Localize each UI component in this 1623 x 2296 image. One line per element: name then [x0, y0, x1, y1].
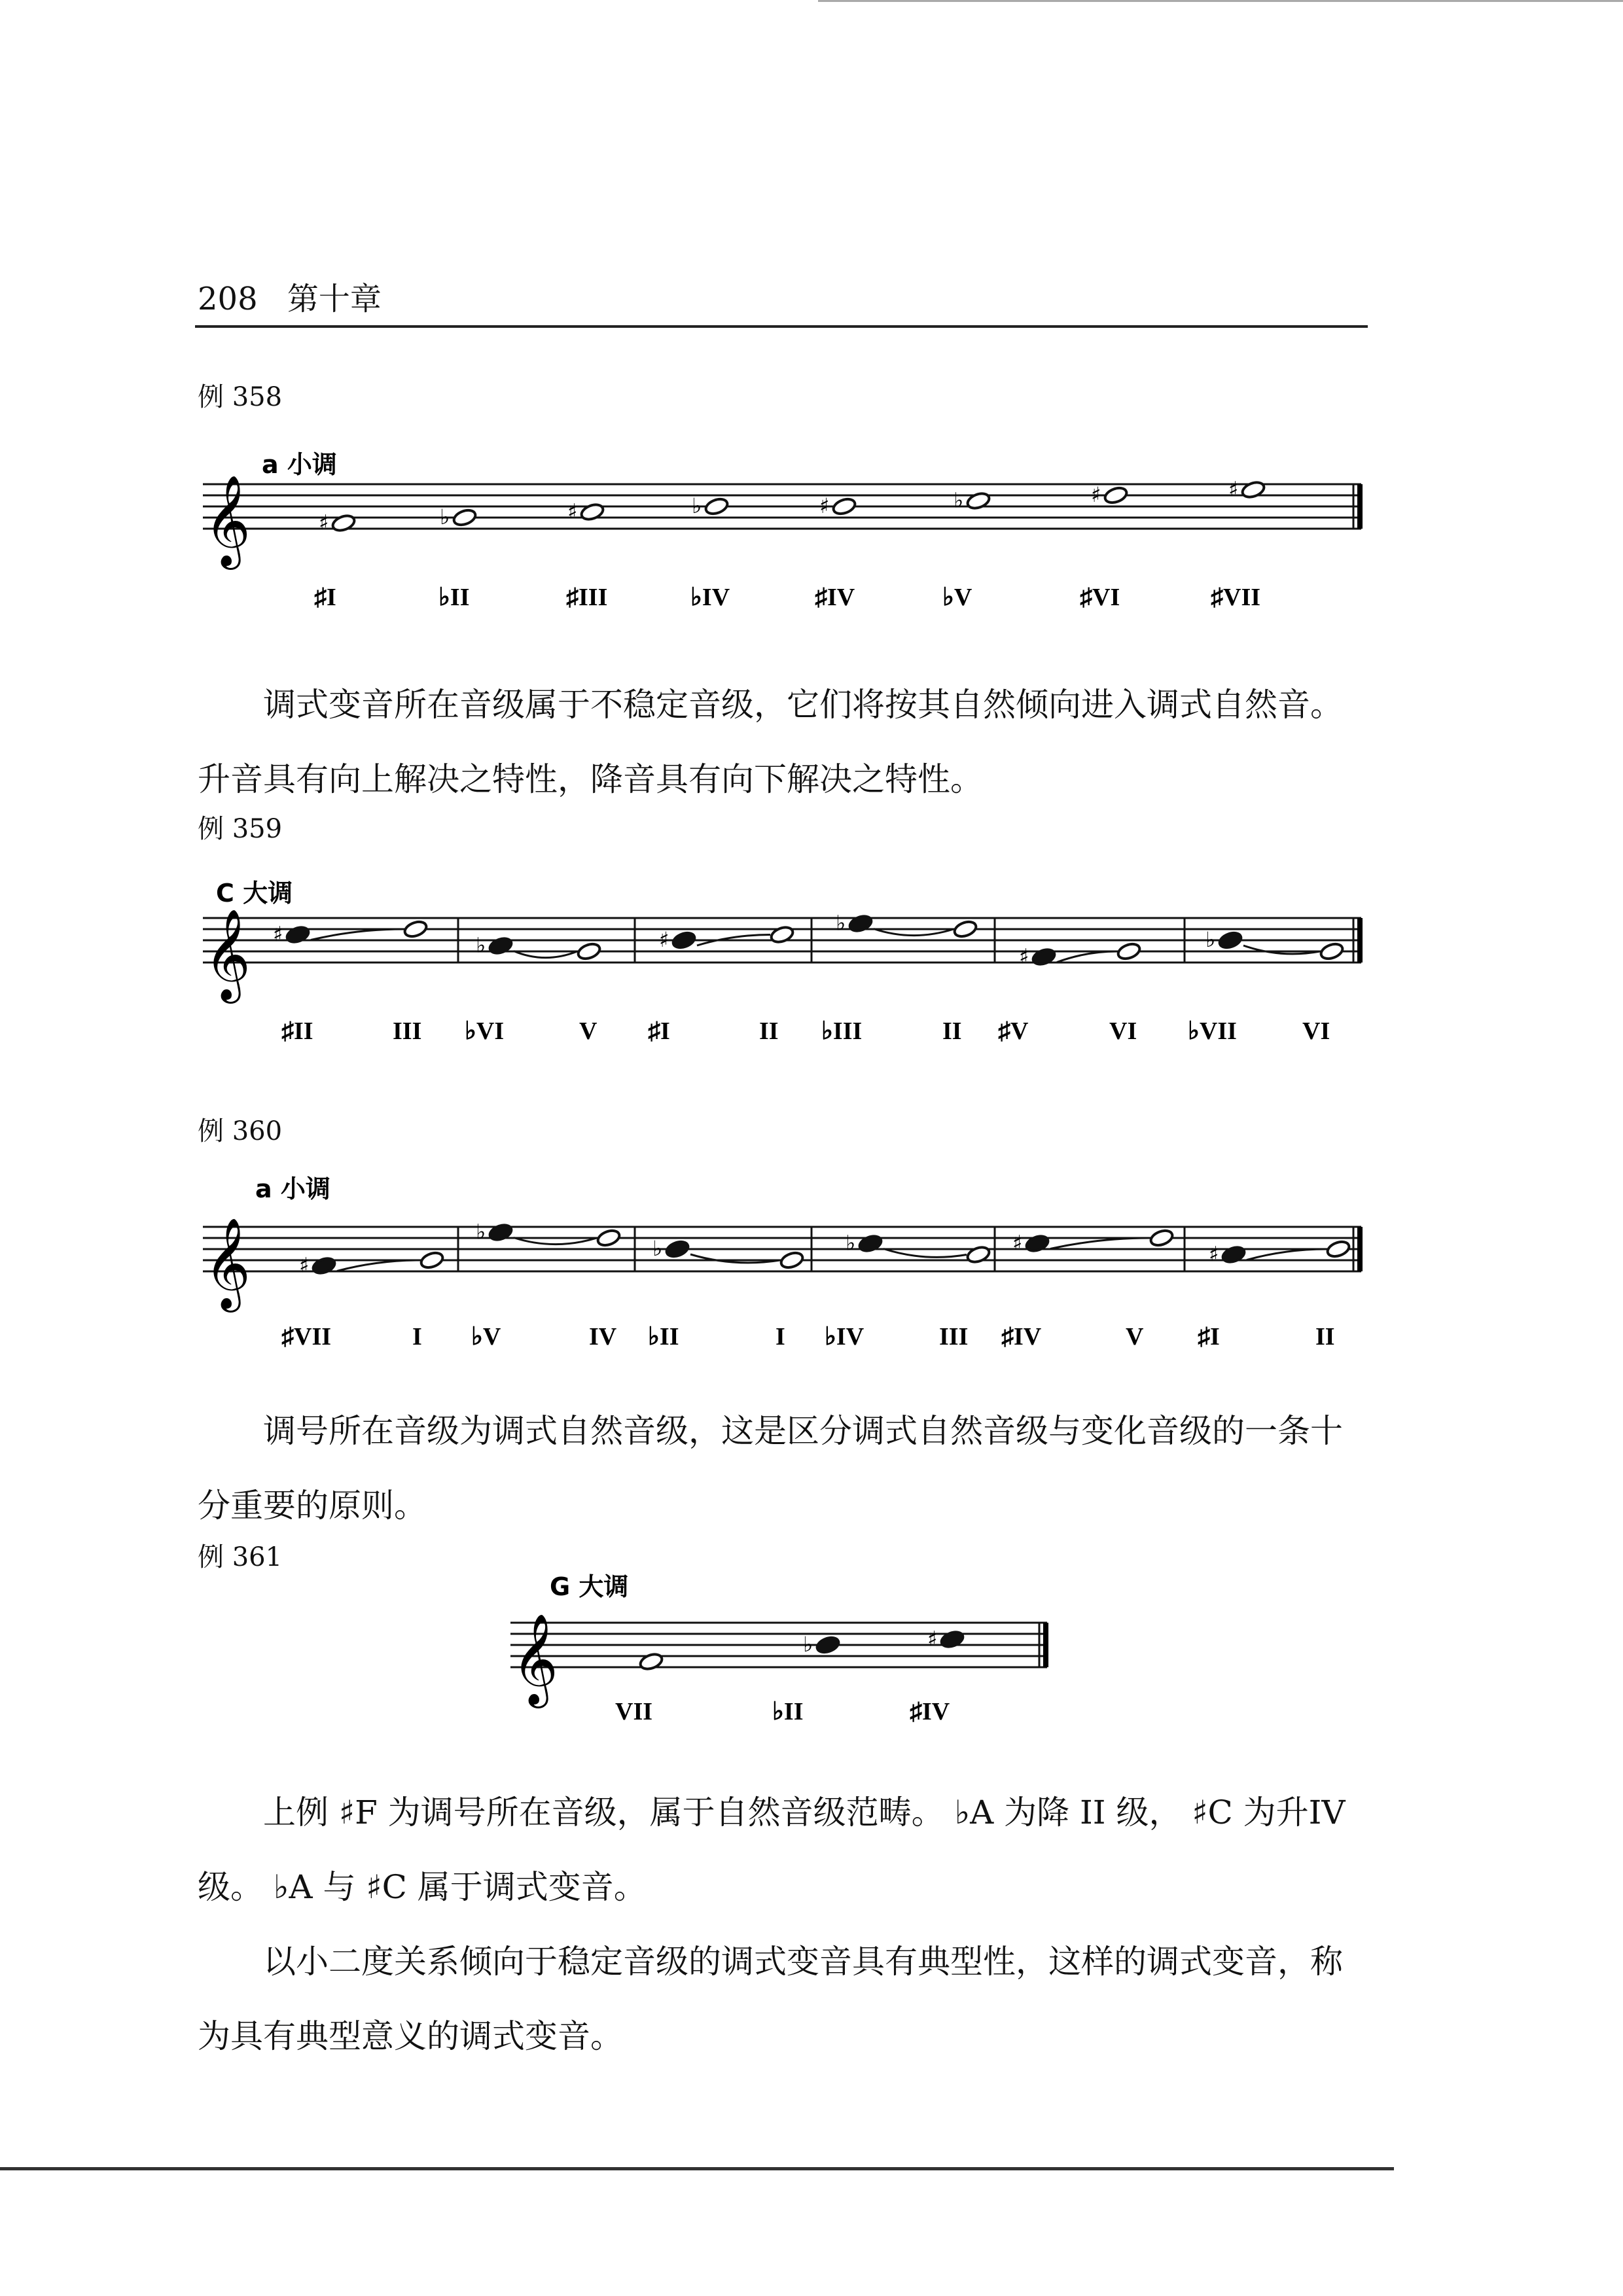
quarter-notehead: [285, 925, 311, 944]
quarter-notehead: [488, 1222, 514, 1242]
scale-degree-numeral: ♭IV: [690, 584, 730, 611]
flat-icon: ♭: [476, 1219, 486, 1245]
scale-degree-numeral: ♯IV: [815, 584, 855, 611]
scale-degree-numeral: ♭III: [821, 1017, 863, 1045]
sharp-icon: ♯: [299, 1252, 310, 1278]
music-staff: [190, 862, 1381, 1059]
scale-degree-numeral: ♯IV: [910, 1698, 950, 1725]
scale-degree-numeral: ♭VI: [465, 1017, 505, 1045]
whole-note: [1326, 1239, 1351, 1259]
scale-degree-numeral: ♯VII: [281, 1323, 332, 1351]
slur: [1247, 1249, 1327, 1260]
whole-note: [596, 1228, 622, 1248]
scale-degree-numeral: ♭II: [772, 1698, 804, 1725]
paragraph-text: 上例 ♯F 为调号所在音级，属于自然音级范畴。 ♭A 为降 II 级， ♯C 为升IV级。 ♭A 与 ♯C 属于调式变音。: [198, 1793, 1346, 1906]
scale-degree-numeral: ♯VI: [1080, 584, 1120, 611]
paragraph: [198, 1775, 1369, 2074]
flat-icon: ♭: [846, 1230, 856, 1256]
scale-degree-numeral: ♭II: [438, 584, 470, 611]
flat-icon: ♭: [692, 493, 702, 518]
slur: [1050, 1238, 1150, 1249]
slur: [1243, 945, 1320, 954]
page-header: [198, 274, 382, 319]
scale-degree-numeral: ♭VII: [1188, 1017, 1237, 1045]
scale-degree-numeral: ♭IV: [825, 1323, 865, 1351]
quarter-notehead: [665, 1239, 690, 1259]
sharp-icon: ♯: [1091, 482, 1101, 507]
flat-icon: ♭: [836, 910, 846, 936]
quarter-notehead: [1031, 947, 1057, 966]
quarter-notehead: [815, 1635, 841, 1655]
whole-note: [1149, 1228, 1175, 1248]
music-staff: [497, 1564, 1073, 1734]
paragraph: [198, 667, 1369, 817]
quarter-notehead: [1218, 930, 1243, 950]
whole-note: [966, 1245, 991, 1264]
final-bar-thick: [1043, 1623, 1048, 1667]
sharp-icon: ♯: [319, 510, 329, 535]
bottom-edge-line: [0, 2167, 1394, 2170]
scale-degree-numeral: VI: [1109, 1017, 1137, 1045]
scale-degree-numeral: V: [579, 1017, 597, 1045]
whole-note: [452, 508, 478, 527]
paragraph: [198, 1394, 1369, 1543]
scale-degree-numeral: ♯IV: [1001, 1323, 1042, 1351]
scale-degree-numeral: V: [1126, 1323, 1144, 1351]
scale-degree-numeral: ♯II: [281, 1017, 313, 1045]
slur: [690, 1254, 780, 1263]
slur: [311, 929, 404, 940]
treble-clef-icon: 𝄞: [204, 475, 251, 566]
final-bar-thick: [1357, 918, 1363, 963]
quarter-notehead: [1221, 1245, 1247, 1264]
flat-icon: ♭: [440, 504, 450, 529]
quarter-notehead: [858, 1233, 883, 1253]
treble-clef-icon: 𝄞: [512, 1614, 558, 1704]
flat-icon: ♭: [1205, 927, 1216, 952]
key-label: a 小调: [255, 1174, 330, 1203]
scale-degree-numeral: I: [776, 1323, 785, 1351]
final-bar-thick: [1357, 484, 1363, 529]
scale-degree-numeral: II: [1315, 1323, 1335, 1351]
sharp-icon: ♯: [1228, 476, 1239, 502]
scale-degree-numeral: ♯I: [648, 1017, 670, 1045]
quarter-notehead: [848, 913, 874, 933]
whole-note: [577, 942, 602, 961]
scale-degree-numeral: VII: [615, 1698, 653, 1725]
whole-note: [403, 919, 429, 939]
flat-icon: ♭: [652, 1236, 663, 1261]
sharp-icon: ♯: [1209, 1241, 1219, 1267]
example-label: 例 359: [198, 814, 283, 844]
example-label: 例 360: [198, 1116, 283, 1146]
scale-degree-numeral: ♭V: [942, 584, 972, 611]
treble-clef-icon: 𝄞: [204, 909, 251, 1000]
final-bar-thick: [1357, 1227, 1363, 1271]
quarter-notehead: [1025, 1233, 1050, 1253]
scale-degree-numeral: ♯I: [1198, 1323, 1220, 1351]
flat-icon: ♭: [803, 1632, 813, 1657]
example-label: 例 361: [198, 1542, 283, 1572]
whole-note: [580, 502, 605, 521]
scale-degree-numeral: VI: [1302, 1017, 1330, 1045]
example-label: 例 358: [198, 382, 283, 412]
key-label: G 大调: [550, 1572, 629, 1601]
scale-degree-numeral: ♭V: [471, 1323, 501, 1351]
whole-note: [953, 919, 978, 939]
whole-note: [1319, 942, 1345, 961]
sharp-icon: ♯: [927, 1626, 938, 1651]
key-label: a 小调: [262, 450, 337, 479]
scale-degree-numeral: ♯V: [998, 1017, 1029, 1045]
whole-note: [1241, 480, 1266, 499]
scale-degree-numeral: III: [393, 1017, 422, 1045]
paragraph-text: 调式变音所在音级属于不稳定音级，它们将按其自然倾向进入调式自然音。升音具有向上解决之特性，降音具有向下解决之特性。: [198, 686, 1343, 798]
key-label: C 大调: [216, 879, 293, 908]
scale-degree-numeral: ♯III: [566, 584, 608, 611]
whole-note: [1116, 942, 1142, 961]
top-edge-line: [818, 0, 1623, 2]
scale-degree-numeral: ♯I: [314, 584, 336, 611]
scale-degree-numeral: II: [942, 1017, 962, 1045]
slur: [337, 1260, 420, 1271]
whole-note: [331, 513, 357, 533]
music-staff: [190, 432, 1381, 628]
paragraph-text: 调号所在音级为调式自然音级，这是区分调式自然音级与变化音级的一条十分重要的原则。: [198, 1412, 1343, 1525]
quarter-notehead: [940, 1629, 965, 1649]
whole-note: [770, 925, 795, 944]
scale-degree-numeral: ♭II: [648, 1323, 679, 1351]
slur: [1057, 951, 1117, 963]
scale-degree-numeral: II: [759, 1017, 779, 1045]
chapter-title: 第十章: [287, 281, 382, 317]
whole-note: [1103, 486, 1129, 505]
scale-degree-numeral: ♯VII: [1211, 584, 1261, 611]
sharp-icon: ♯: [567, 499, 578, 524]
whole-note: [779, 1250, 805, 1270]
sharp-icon: ♯: [819, 493, 830, 518]
quarter-notehead: [671, 930, 697, 950]
sharp-icon: ♯: [1012, 1230, 1023, 1256]
quarter-notehead: [488, 936, 514, 955]
music-staff: [190, 1171, 1381, 1368]
whole-note: [966, 491, 991, 510]
flat-icon: ♭: [954, 487, 964, 513]
sharp-icon: ♯: [1019, 944, 1029, 969]
whole-note: [639, 1651, 664, 1671]
page-number: 208: [198, 281, 258, 317]
whole-note: [832, 497, 857, 516]
sharp-icon: ♯: [659, 927, 669, 952]
sharp-icon: ♯: [273, 921, 283, 947]
quarter-notehead: [312, 1256, 337, 1275]
header-rule: [195, 325, 1368, 328]
paragraph-text: 以小二度关系倾向于稳定音级的调式变音具有典型性，这样的调式变音，称为具有典型意义的调式变音。: [198, 1943, 1343, 2055]
scale-degree-numeral: I: [412, 1323, 422, 1351]
treble-clef-icon: 𝄞: [204, 1218, 251, 1309]
flat-icon: ♭: [476, 932, 486, 958]
scale-degree-numeral: III: [939, 1323, 969, 1351]
scale-degree-numeral: IV: [589, 1323, 617, 1351]
whole-note: [704, 497, 730, 516]
whole-note: [419, 1250, 445, 1270]
